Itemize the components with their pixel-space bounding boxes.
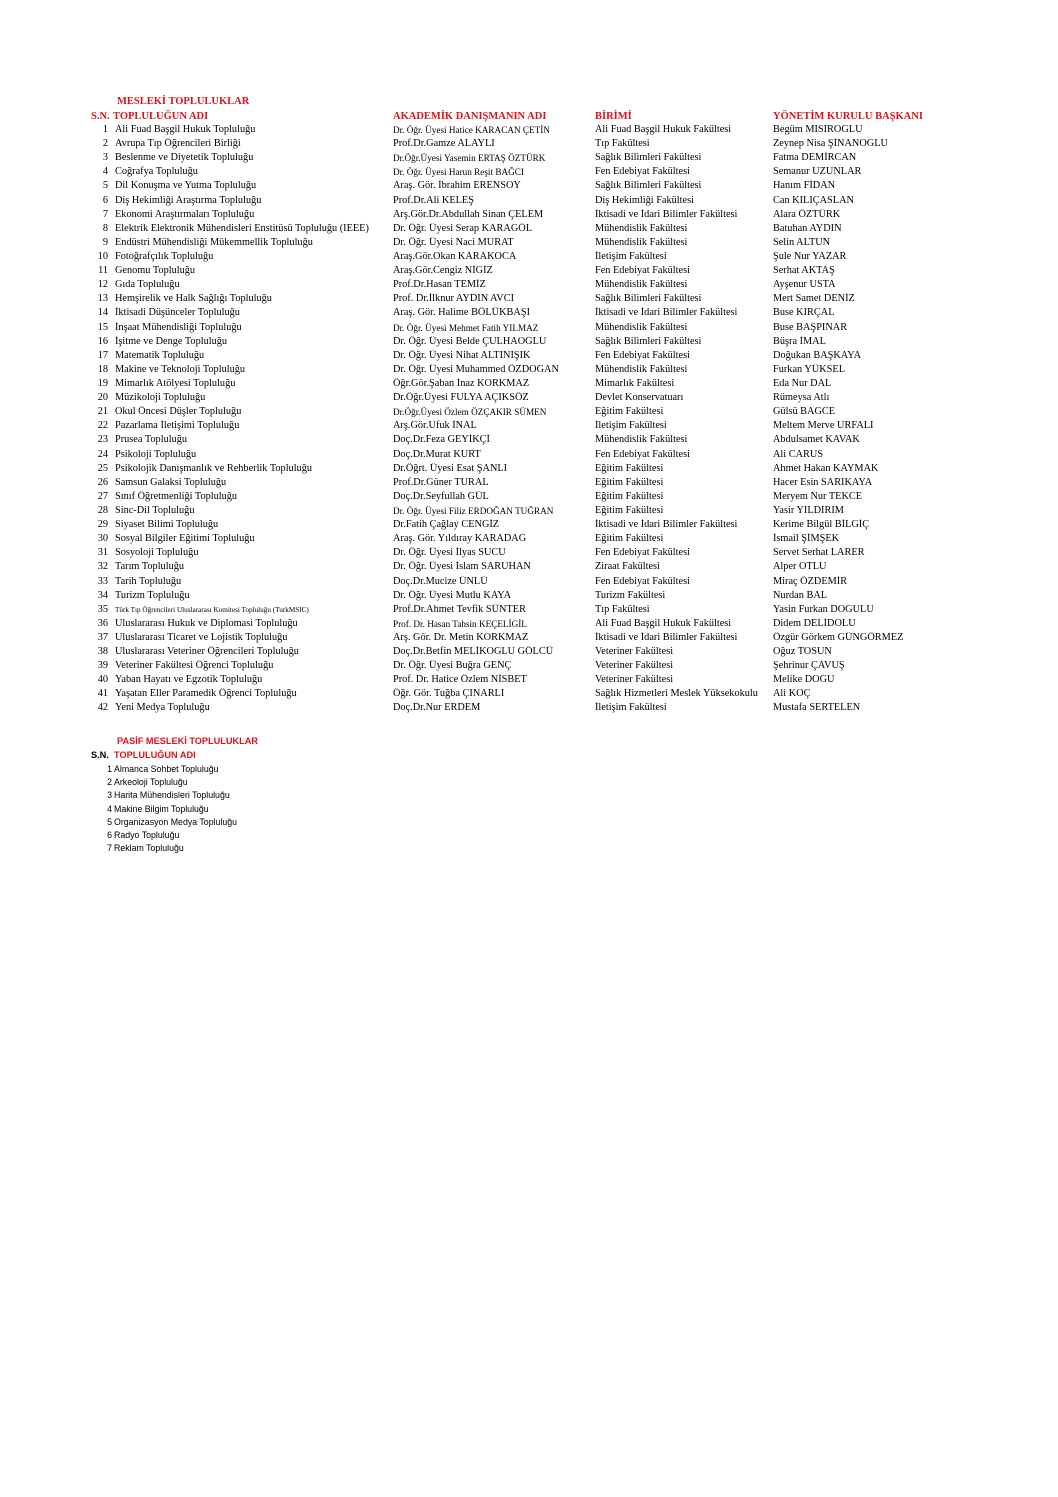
row-name: Sosyoloji Topluluğu: [115, 547, 199, 559]
row-president: Ayşenur USTA: [773, 279, 836, 291]
row-sn: 14: [97, 307, 108, 319]
row-unit: Eğitim Fakültesi: [595, 462, 664, 474]
row-sn: 6: [102, 194, 108, 206]
row-unit: Fen Edebiyat Fakültesi: [595, 575, 690, 587]
row-unit: Sağlık Bilimleri Fakültesi: [595, 152, 702, 164]
row-advisor: Doç.Dr.Nur ERDEM: [393, 702, 481, 714]
row-president: Şehrinur ÇAVUŞ: [773, 660, 845, 672]
row-name: Veteriner Fakültesi Öğrenci Topluluğu: [115, 660, 274, 672]
row-unit: Ziraat Fakültesi: [595, 561, 660, 573]
row-sn: 8: [102, 222, 108, 234]
row-name: Yeni Medya Topluluğu: [115, 702, 210, 714]
row-sn: 18: [97, 363, 108, 375]
row-unit: Veteriner Fakültesi: [595, 660, 674, 672]
row-sn: 21: [97, 406, 108, 418]
row-president: Can KILIÇASLAN: [773, 194, 854, 206]
list-item-name: Almanca Sohbet Topluluğu: [114, 764, 219, 774]
table-row: [0, 392, 1058, 406]
row-unit: Eğitim Fakültesi: [595, 533, 664, 545]
row-president: Büşra İMAL: [773, 335, 826, 347]
row-advisor: Dr. Öğr. Üyesi Serap KARAGÖL: [393, 222, 532, 234]
row-unit: İktisadi ve İdari Bilimler Fakültesi: [595, 307, 738, 319]
row-president: Buse KIRÇAL: [773, 307, 835, 319]
row-advisor: Dr. Öğr. Üyesi Hatice KARACAN ÇETİN: [393, 125, 550, 135]
table-row: [0, 420, 1058, 434]
row-advisor: Öğr. Gör. Tuğba ÇINARLI: [393, 688, 505, 700]
row-sn: 35: [97, 603, 108, 615]
row-president: Rümeysa Atlı: [773, 392, 830, 404]
table-row: [0, 434, 1058, 448]
row-sn: 19: [97, 377, 108, 389]
row-unit: Mühendislik Fakültesi: [595, 321, 688, 333]
row-advisor: Dr. Öğr. Üyesi Filiz ERDOĞAN TUĞRAN: [393, 505, 554, 516]
row-name: İktisadi Düşünceler Topluluğu: [115, 307, 240, 319]
row-name: Endüstri Mühendisliği Mükemmellik Topluluğu: [115, 236, 313, 248]
active-table-body: [0, 124, 1058, 717]
row-name: Yaban Hayatı ve Egzotik Topluluğu: [115, 674, 263, 686]
row-president: Furkan YÜKSEL: [773, 363, 845, 375]
row-name: Siyaset Bilimi Topluluğu: [115, 519, 219, 531]
table-row: [0, 378, 1058, 392]
row-president: Eda Nur DAL: [773, 377, 832, 389]
list-item-sn: 2: [107, 777, 112, 788]
table-row: [0, 138, 1058, 152]
row-unit: Diş Hekimliği Fakültesi: [595, 194, 694, 206]
row-name: Makine ve Teknoloji Topluluğu: [115, 363, 246, 375]
row-president: Nurdan BAL: [773, 589, 828, 601]
row-name: Beslenme ve Diyetetik Topluluğu: [115, 152, 254, 164]
header-sn: S.N.: [91, 111, 110, 122]
row-unit: İletişim Fakültesi: [595, 420, 667, 432]
row-sn: 9: [102, 236, 108, 248]
row-advisor: Dr.Öğr.Üyesi FULYA AÇIKSÖZ: [393, 392, 529, 404]
row-advisor: Dr. Öğr. Üyesi Mutlu KAYA: [393, 589, 512, 601]
table-row: [0, 307, 1058, 321]
row-president: Kerime Bilgül BİLGİÇ: [773, 519, 870, 531]
row-unit: İktisadi ve İdari Bilimler Fakültesi: [595, 208, 738, 220]
row-president: Gülsü BAĞCE: [773, 406, 836, 418]
row-sn: 11: [98, 265, 108, 277]
table-row: [0, 604, 1058, 618]
row-advisor: Dr. Öğr. Üyesi Muhammed ÖZDOĞAN: [393, 363, 559, 375]
row-advisor: Araş.Gör.Okan KARAKOCA: [393, 250, 517, 262]
row-unit: Eğitim Fakültesi: [595, 504, 664, 516]
row-advisor: Arş.Gör.Ufuk İNAL: [393, 420, 477, 432]
table-row: [0, 265, 1058, 279]
table-row: [0, 632, 1058, 646]
row-advisor: Dr.Öğr.Üyesi Yasemin ERTAŞ ÖZTÜRK: [393, 153, 546, 164]
row-president: Ali CARUS: [773, 448, 824, 460]
table-row: [0, 209, 1058, 223]
row-advisor: Dr.Öğrt. Üyesi Esat ŞANLI: [393, 462, 508, 474]
table-row: [0, 576, 1058, 590]
row-advisor: Dr. Öğr. Üyesi Mehmet Fatih YILMAZ: [393, 322, 539, 333]
row-unit: İktisadi ve İdari Bilimler Fakültesi: [595, 631, 738, 643]
row-unit: Sağlık Bilimleri Fakültesi: [595, 293, 702, 305]
row-sn: 5: [102, 180, 108, 192]
row-advisor: Doç.Dr.Feza GEYİKÇİ: [393, 434, 490, 446]
row-unit: Mühendislik Fakültesi: [595, 279, 688, 291]
row-president: Zeynep Nisa ŞİNANOĞLU: [773, 138, 888, 150]
row-president: Hanım FİDAN: [773, 180, 836, 192]
row-president: Mert Samet DENİZ: [773, 293, 855, 305]
table-row: [0, 702, 1058, 716]
row-sn: 37: [97, 631, 108, 643]
row-unit: Ali Fuad Başgil Hukuk Fakültesi: [595, 617, 732, 629]
table-row: [0, 237, 1058, 251]
row-president: Miraç ÖZDEMİR: [773, 575, 848, 587]
table-row: [0, 251, 1058, 265]
row-advisor: Araş. Gör. Yıldıray KARADAĞ: [393, 533, 527, 545]
list-item-name: Organizasyon Medya Topluluğu: [114, 816, 238, 827]
row-sn: 39: [97, 660, 108, 672]
row-unit: İktisadi ve İdari Bilimler Fakültesi: [595, 519, 738, 531]
table-row: [0, 166, 1058, 180]
header-president: YÖNETİM KURULU BAŞKANI: [773, 111, 923, 122]
row-sn: 33: [97, 575, 108, 587]
table-row: [0, 477, 1058, 491]
row-advisor: Prof.Dr.Ahmet Tevfik SÜNTER: [393, 603, 526, 615]
row-sn: 16: [97, 335, 108, 347]
row-unit: Mühendislik Fakültesi: [595, 434, 688, 446]
table-row: [0, 322, 1058, 336]
row-name: Ali Fuad Başgil Hukuk Topluluğu: [115, 124, 256, 135]
row-president: Semanur UZUNLAR: [773, 166, 862, 178]
row-president: İsmail ŞİMŞEK: [773, 533, 840, 545]
row-advisor: Dr. Öğr. Üyesi Belde ÇULHAOĞLU: [393, 335, 547, 347]
row-president: Alper OTLU: [773, 561, 827, 573]
row-advisor: Prof.Dr.Güner TURAL: [393, 476, 489, 488]
row-advisor: Araş. Gör. İbrahim ERENSOY: [393, 180, 521, 192]
row-unit: Fen Edebiyat Fakültesi: [595, 448, 690, 460]
row-name: Fotoğrafçılık Topluluğu: [115, 250, 214, 262]
row-advisor: Prof.Dr.Ali KELEŞ: [393, 194, 474, 206]
row-president: Abdulsamet KAVAK: [773, 434, 860, 446]
row-advisor: Doç.Dr.Mucize ÜNLÜ: [393, 575, 488, 587]
row-president: Mustafa SERTELEN: [773, 702, 861, 714]
list-item-name: Harita Mühendisleri Topluluğu: [114, 790, 230, 801]
row-advisor: Dr. Öğr. Üyesi Naci MURAT: [393, 236, 514, 248]
row-name: Uluslararası Veteriner Öğrencileri Topluluğu: [115, 646, 299, 658]
row-president: Fatma DEMİRCAN: [773, 152, 857, 164]
row-sn: 31: [97, 547, 108, 559]
row-unit: İletişim Fakültesi: [595, 250, 667, 262]
row-advisor: Doç.Dr.Murat KURT: [393, 448, 481, 460]
row-sn: 29: [97, 519, 108, 531]
row-name: Uluslararası Ticaret ve Lojistik Topluluğu: [115, 631, 288, 643]
table-row: [0, 491, 1058, 505]
row-name: Tarih Topluluğu: [115, 575, 182, 587]
row-unit: Fen Edebiyat Fakültesi: [595, 166, 690, 178]
row-name: Gıda Topluluğu: [115, 279, 180, 291]
row-unit: Sağlık Bilimleri Fakültesi: [595, 180, 702, 192]
row-sn: 40: [97, 674, 108, 686]
row-president: Buse BAŞPINAR: [773, 321, 848, 333]
row-sn: 4: [102, 166, 108, 178]
table-row: [0, 618, 1058, 632]
row-president: Batuhan AYDIN: [773, 222, 842, 234]
row-sn: 12: [97, 279, 108, 291]
row-unit: Sağlık Bilimleri Fakültesi: [595, 335, 702, 347]
row-advisor: Dr. Öğr. Üyesi Nihat ALTINIŞIK: [393, 349, 531, 361]
row-sn: 15: [97, 321, 108, 333]
table-row: [0, 505, 1058, 519]
row-name: Genomu Topluluğu: [115, 265, 196, 277]
table-row: [0, 223, 1058, 237]
table-row: [0, 195, 1058, 209]
row-advisor: Dr. Öğr. Üyesi Harun Reşit BAĞCI: [393, 167, 524, 178]
row-advisor: Dr.Öğr.Üyesi Özlem ÖZÇAKIR SÜMEN: [393, 407, 547, 418]
row-name: Okul Öncesi Düşler Topluluğu: [115, 406, 242, 418]
row-unit: Veteriner Fakültesi: [595, 674, 674, 686]
table-row: [0, 547, 1058, 561]
row-unit: Fen Edebiyat Fakültesi: [595, 349, 690, 361]
row-sn: 23: [97, 434, 108, 446]
header-advisor: AKADEMİK DANIŞMANIN ADI: [393, 111, 547, 122]
row-unit: İletişim Fakültesi: [595, 702, 667, 714]
table-row: [0, 180, 1058, 194]
row-unit: Mühendislik Fakültesi: [595, 222, 688, 234]
list-item-sn: 6: [107, 829, 112, 840]
list-item-name: Radyo Topluluğu: [114, 829, 180, 840]
row-name: Avrupa Tıp Öğrencileri Birliği: [115, 138, 241, 150]
table-row: [0, 590, 1058, 604]
row-president: Servet Serhat LARER: [773, 547, 865, 559]
row-name: Coğrafya Topluluğu: [115, 166, 198, 178]
row-unit: Turizm Fakültesi: [595, 589, 666, 601]
row-name: Sınıf Öğretmenliği Topluluğu: [115, 490, 238, 502]
row-president: Şule Nur YAZAR: [773, 250, 847, 262]
row-name: İnşaat Mühendisliği Topluluğu: [115, 321, 242, 333]
row-unit: Fen Edebiyat Fakültesi: [595, 547, 690, 559]
row-sn: 17: [97, 349, 108, 361]
list-item-name: Arkeoloji Topluluğu: [114, 777, 188, 788]
row-advisor: Dr. Öğr. Üyesi İslam SARUHAN: [393, 561, 531, 573]
row-advisor: Arş.Gör.Dr.Abdullah Sinan ÇELEM: [393, 208, 544, 220]
list-item-name: Reklam Topluluğu: [114, 843, 184, 854]
list-item-sn: 7: [107, 843, 112, 854]
row-sn: 26: [97, 476, 108, 488]
row-president: Serhat AKTAŞ: [773, 265, 835, 277]
row-advisor: Prof. Dr. Hatice Özlem NİSBET: [393, 674, 527, 686]
table-row: [0, 533, 1058, 547]
row-name: Turizm Topluluğu: [115, 589, 190, 601]
row-sn: 25: [97, 462, 108, 474]
row-unit: Tıp Fakültesi: [595, 603, 650, 615]
row-name: Prusea Topluluğu: [115, 434, 188, 446]
row-sn: 10: [97, 250, 108, 262]
row-sn: 36: [97, 617, 108, 629]
row-president: Alara ÖZTÜRK: [773, 208, 841, 220]
row-sn: 20: [97, 392, 108, 404]
table-row: [0, 660, 1058, 674]
row-advisor: Doç.Dr.Seyfullah GÜL: [393, 490, 489, 502]
row-advisor: Araş.Gör.Cengiz NİGİZ: [393, 265, 493, 277]
row-sn: 30: [97, 533, 108, 545]
row-president: Ahmet Hakan KAYMAK: [773, 462, 879, 474]
row-name: Ekonomi Araştırmaları Topluluğu: [115, 208, 255, 220]
row-name: Müzikoloji Topluluğu: [115, 392, 206, 404]
row-president: Hacer Esin SARIKAYA: [773, 476, 873, 488]
row-unit: Mühendislik Fakültesi: [595, 236, 688, 248]
list-item-name: Makine Bilgim Topluluğu: [114, 803, 209, 814]
row-advisor: Dr.Fatih Çağlay CENGİZ: [393, 519, 500, 531]
row-name: Tarım Topluluğu: [115, 561, 185, 573]
row-president: Yasin Furkan DOĞULU: [773, 603, 874, 615]
header-name: TOPLULUĞUN ADI: [113, 111, 209, 122]
table-row: [0, 463, 1058, 477]
row-name: Psikolojik Danışmanlık ve Rehberlik Topluluğu: [115, 462, 313, 474]
row-unit: Tıp Fakültesi: [595, 138, 650, 150]
row-unit: Ali Fuad Başgil Hukuk Fakültesi: [595, 124, 732, 135]
table-row: [0, 364, 1058, 378]
row-president: Begüm MISIROĞLU: [773, 124, 863, 135]
row-name: Pazarlama İletişimi Topluluğu: [115, 420, 240, 432]
row-sn: 3: [102, 152, 108, 164]
row-president: Melike DOĞU: [773, 674, 835, 686]
table-row: [0, 293, 1058, 307]
row-sn: 34: [97, 589, 108, 601]
row-name: Diş Hekimliği Araştırma Topluluğu: [115, 194, 262, 206]
passive-header-sn: S.N.: [91, 750, 109, 760]
row-advisor: Doç.Dr.Betfin MELİKOĞLU GÖLCÜ: [393, 646, 554, 658]
table-row: [0, 646, 1058, 660]
row-president: Meryem Nur TEKCE: [773, 490, 863, 502]
row-unit: Mimarlık Fakültesi: [595, 377, 675, 389]
row-name: Uluslararası Hukuk ve Diplomasi Topluluğu: [115, 617, 298, 629]
table-row: [0, 674, 1058, 688]
row-sn: 38: [97, 646, 108, 658]
row-advisor: Dr. Öğr. Üyesi İlyas SUCU: [393, 547, 506, 559]
row-unit: Eğitim Fakültesi: [595, 406, 664, 418]
table-row: [0, 279, 1058, 293]
row-advisor: Dr. Öğr. Üyesi Buğra GENÇ: [393, 660, 512, 672]
row-name: Hemşirelik ve Halk Sağlığı Topluluğu: [115, 293, 272, 305]
row-sn: 41: [97, 688, 108, 700]
passive-header-name: TOPLULUĞUN ADI: [114, 750, 196, 760]
row-name: Matematik Topluluğu: [115, 349, 205, 361]
row-sn: 32: [97, 561, 108, 573]
row-sn: 7: [102, 208, 108, 220]
header-unit: BİRİMİ: [595, 111, 632, 122]
table-row: [0, 688, 1058, 702]
row-name: Psikoloji Topluluğu: [115, 448, 197, 460]
row-advisor: Araş. Gör. Halime BÖLÜKBAŞI: [393, 307, 530, 319]
row-name: Türk Tıp Öğrencileri Uluslararası Komitesi Topluluğu (TurkMSIC): [115, 605, 309, 614]
row-president: Oğuz TOSUN: [773, 646, 832, 658]
table-row: [0, 152, 1058, 166]
row-unit: Eğitim Fakültesi: [595, 490, 664, 502]
row-name: Yaşatan Eller Paramedik Öğrenci Topluluğu: [115, 688, 297, 700]
row-unit: Sağlık Hizmetleri Meslek Yüksekokulu: [595, 688, 758, 700]
table-row: [0, 350, 1058, 364]
row-advisor: Öğr.Gör.Şaban İnaz KORKMAZ: [393, 377, 530, 389]
row-president: Selin ALTUN: [773, 236, 831, 248]
row-sn: 24: [97, 448, 108, 460]
row-advisor: Prof.Dr.Hasan TEMİZ: [393, 279, 486, 291]
row-sn: 2: [102, 138, 108, 150]
row-president: Doğukan BAŞKAYA: [773, 349, 862, 361]
row-unit: Mühendislik Fakültesi: [595, 363, 688, 375]
active-section-title: MESLEKİ TOPLULUKLAR: [117, 96, 250, 107]
row-name: Mimarlık Atölyesi Topluluğu: [115, 377, 236, 389]
row-sn: 28: [97, 504, 108, 516]
row-unit: Devlet Konservatuarı: [595, 392, 684, 404]
list-item-sn: 4: [107, 803, 112, 814]
list-item-sn: 5: [107, 816, 112, 827]
row-sn: 13: [97, 293, 108, 305]
row-advisor: Prof. Dr.İlknur AYDIN AVCI: [393, 293, 514, 305]
row-name: Sosyal Bilgiler Eğitimi Topluluğu: [115, 533, 255, 545]
list-item-sn: 1: [107, 764, 112, 774]
row-sn: 27: [97, 490, 108, 502]
table-row: [0, 449, 1058, 463]
row-name: Samsun Galaksi Topluluğu: [115, 476, 227, 488]
row-advisor: Prof.Dr.Gamze ALAYLI: [393, 138, 495, 150]
row-name: Elektrik Elektronik Mühendisleri Enstitüsü Topluluğu (IEEE): [115, 222, 369, 234]
table-row: [0, 336, 1058, 350]
table-row: [0, 519, 1058, 533]
row-advisor: Prof. Dr. Hasan Tahsin KEÇELİGİL: [393, 618, 527, 629]
table-row: [0, 406, 1058, 420]
row-unit: Fen Edebiyat Fakültesi: [595, 265, 690, 277]
row-president: Yasir YILDIRIM: [773, 504, 844, 516]
row-unit: Eğitim Fakültesi: [595, 476, 664, 488]
row-president: Meltem Merve URFALI: [773, 420, 874, 432]
row-sn: 22: [97, 420, 108, 432]
row-advisor: Arş. Gör. Dr. Metin KORKMAZ: [393, 631, 529, 643]
table-row: [0, 561, 1058, 575]
row-sn: 1: [102, 124, 108, 135]
row-unit: Veteriner Fakültesi: [595, 646, 674, 658]
row-name: Sinc-Dil Topluluğu: [115, 504, 195, 516]
row-president: Özgür Görkem GÜNGÖRMEZ: [773, 631, 904, 643]
row-sn: 42: [97, 702, 108, 714]
row-name: Dil Konuşma ve Yutma Topluluğu: [115, 180, 257, 192]
passive-section-title: PASİF MESLEKİ TOPLULUKLAR: [117, 736, 259, 746]
row-name: İşitme ve Denge Topluluğu: [115, 335, 228, 347]
list-item-sn: 3: [107, 790, 112, 801]
row-president: Didem DELİDOLU: [773, 617, 856, 629]
row-president: Ali KOÇ: [773, 688, 811, 700]
table-row: [0, 124, 1058, 138]
